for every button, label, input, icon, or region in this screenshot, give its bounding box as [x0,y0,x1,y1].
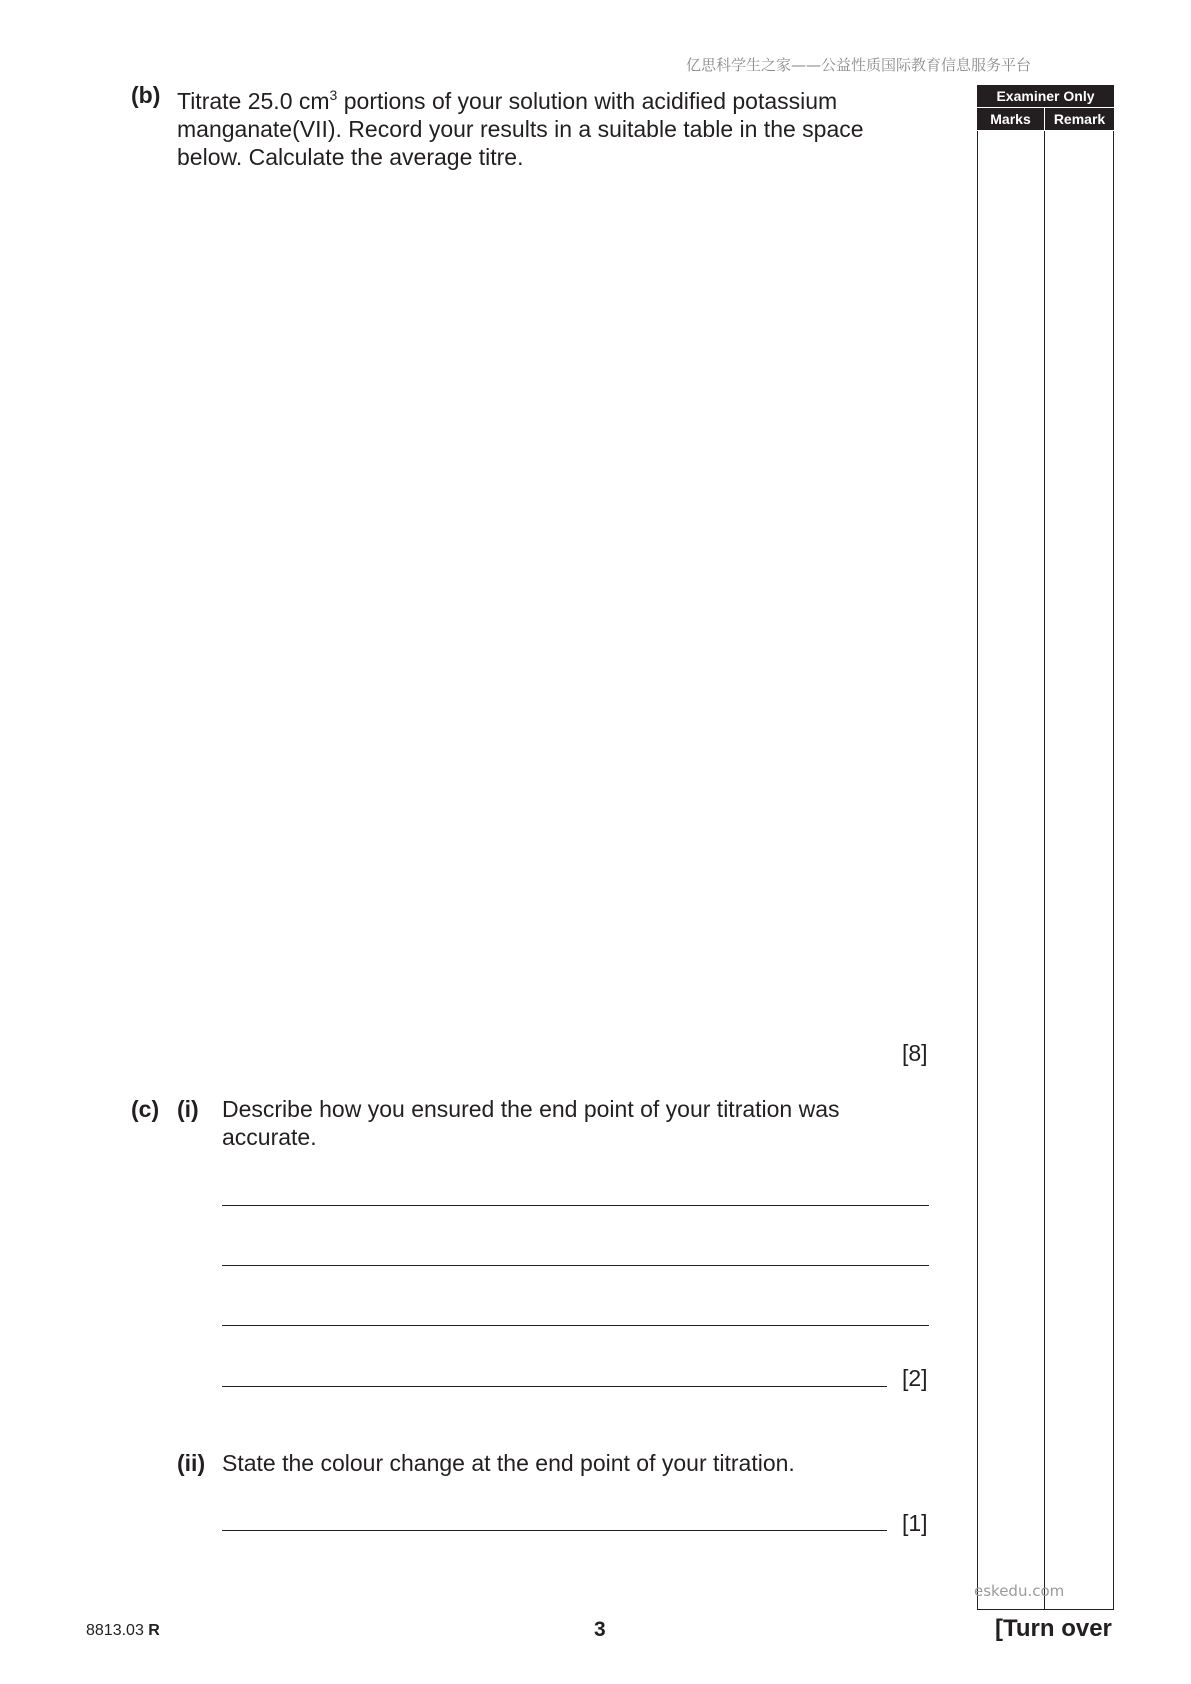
examiner-only-header: Examiner Only [977,85,1114,107]
part-c-ii-question: State the colour change at the end point of your titration. [222,1450,795,1476]
part-b-question [177,81,864,171]
part-b-line-1: Titrate 25.0 $cm^3$ portions of your solution with acidified potassium [177,87,838,114]
turn-over-label: [Turn over [995,1615,1112,1642]
part-b-label: (b) [131,82,161,108]
remark-entry-area[interactable] [1045,131,1113,1608]
part-c-i-marks: [2] [902,1365,928,1391]
part-b-line-3: below. Calculate the average titre. [177,144,524,170]
watermark-bottom: eskedu.com [974,1582,1065,1600]
part-b-line-2: manganate(VII). Record your results in a suitable table in the space [177,116,864,142]
answer-line-c-i-3[interactable] [222,1325,929,1326]
paper-code: 8813.03 R [86,1622,160,1639]
watermark-top: 亿思科学生之家——公益性质国际教育信息服务平台 [686,56,1032,74]
part-c-i-line-1: Describe how you ensured the end point of your titration was [222,1096,840,1122]
marks-column-header: Marks [977,108,1044,130]
part-c-i-line-2: accurate. [222,1124,317,1150]
part-c-i-question [222,1095,840,1151]
examiner-column-bottom-border [977,1609,1114,1610]
superscript-3: 3 [329,87,338,103]
remark-column-right-border [1113,131,1114,1609]
remark-column-header: Remark [1045,108,1114,130]
part-c-ii-label: (ii) [177,1450,206,1476]
part-b-marks: [8] [902,1040,928,1066]
page-number: 3 [594,1618,606,1641]
answer-line-c-i-2[interactable] [222,1265,929,1266]
answer-line-c-i-4[interactable] [222,1386,887,1387]
marks-entry-area[interactable] [978,131,1044,1608]
part-c-ii-marks: [1] [902,1510,928,1536]
part-c-label: (c) [131,1096,160,1122]
answer-line-c-i-1[interactable] [222,1205,929,1206]
answer-line-c-ii[interactable] [222,1530,887,1531]
part-c-i-label: (i) [177,1096,199,1122]
